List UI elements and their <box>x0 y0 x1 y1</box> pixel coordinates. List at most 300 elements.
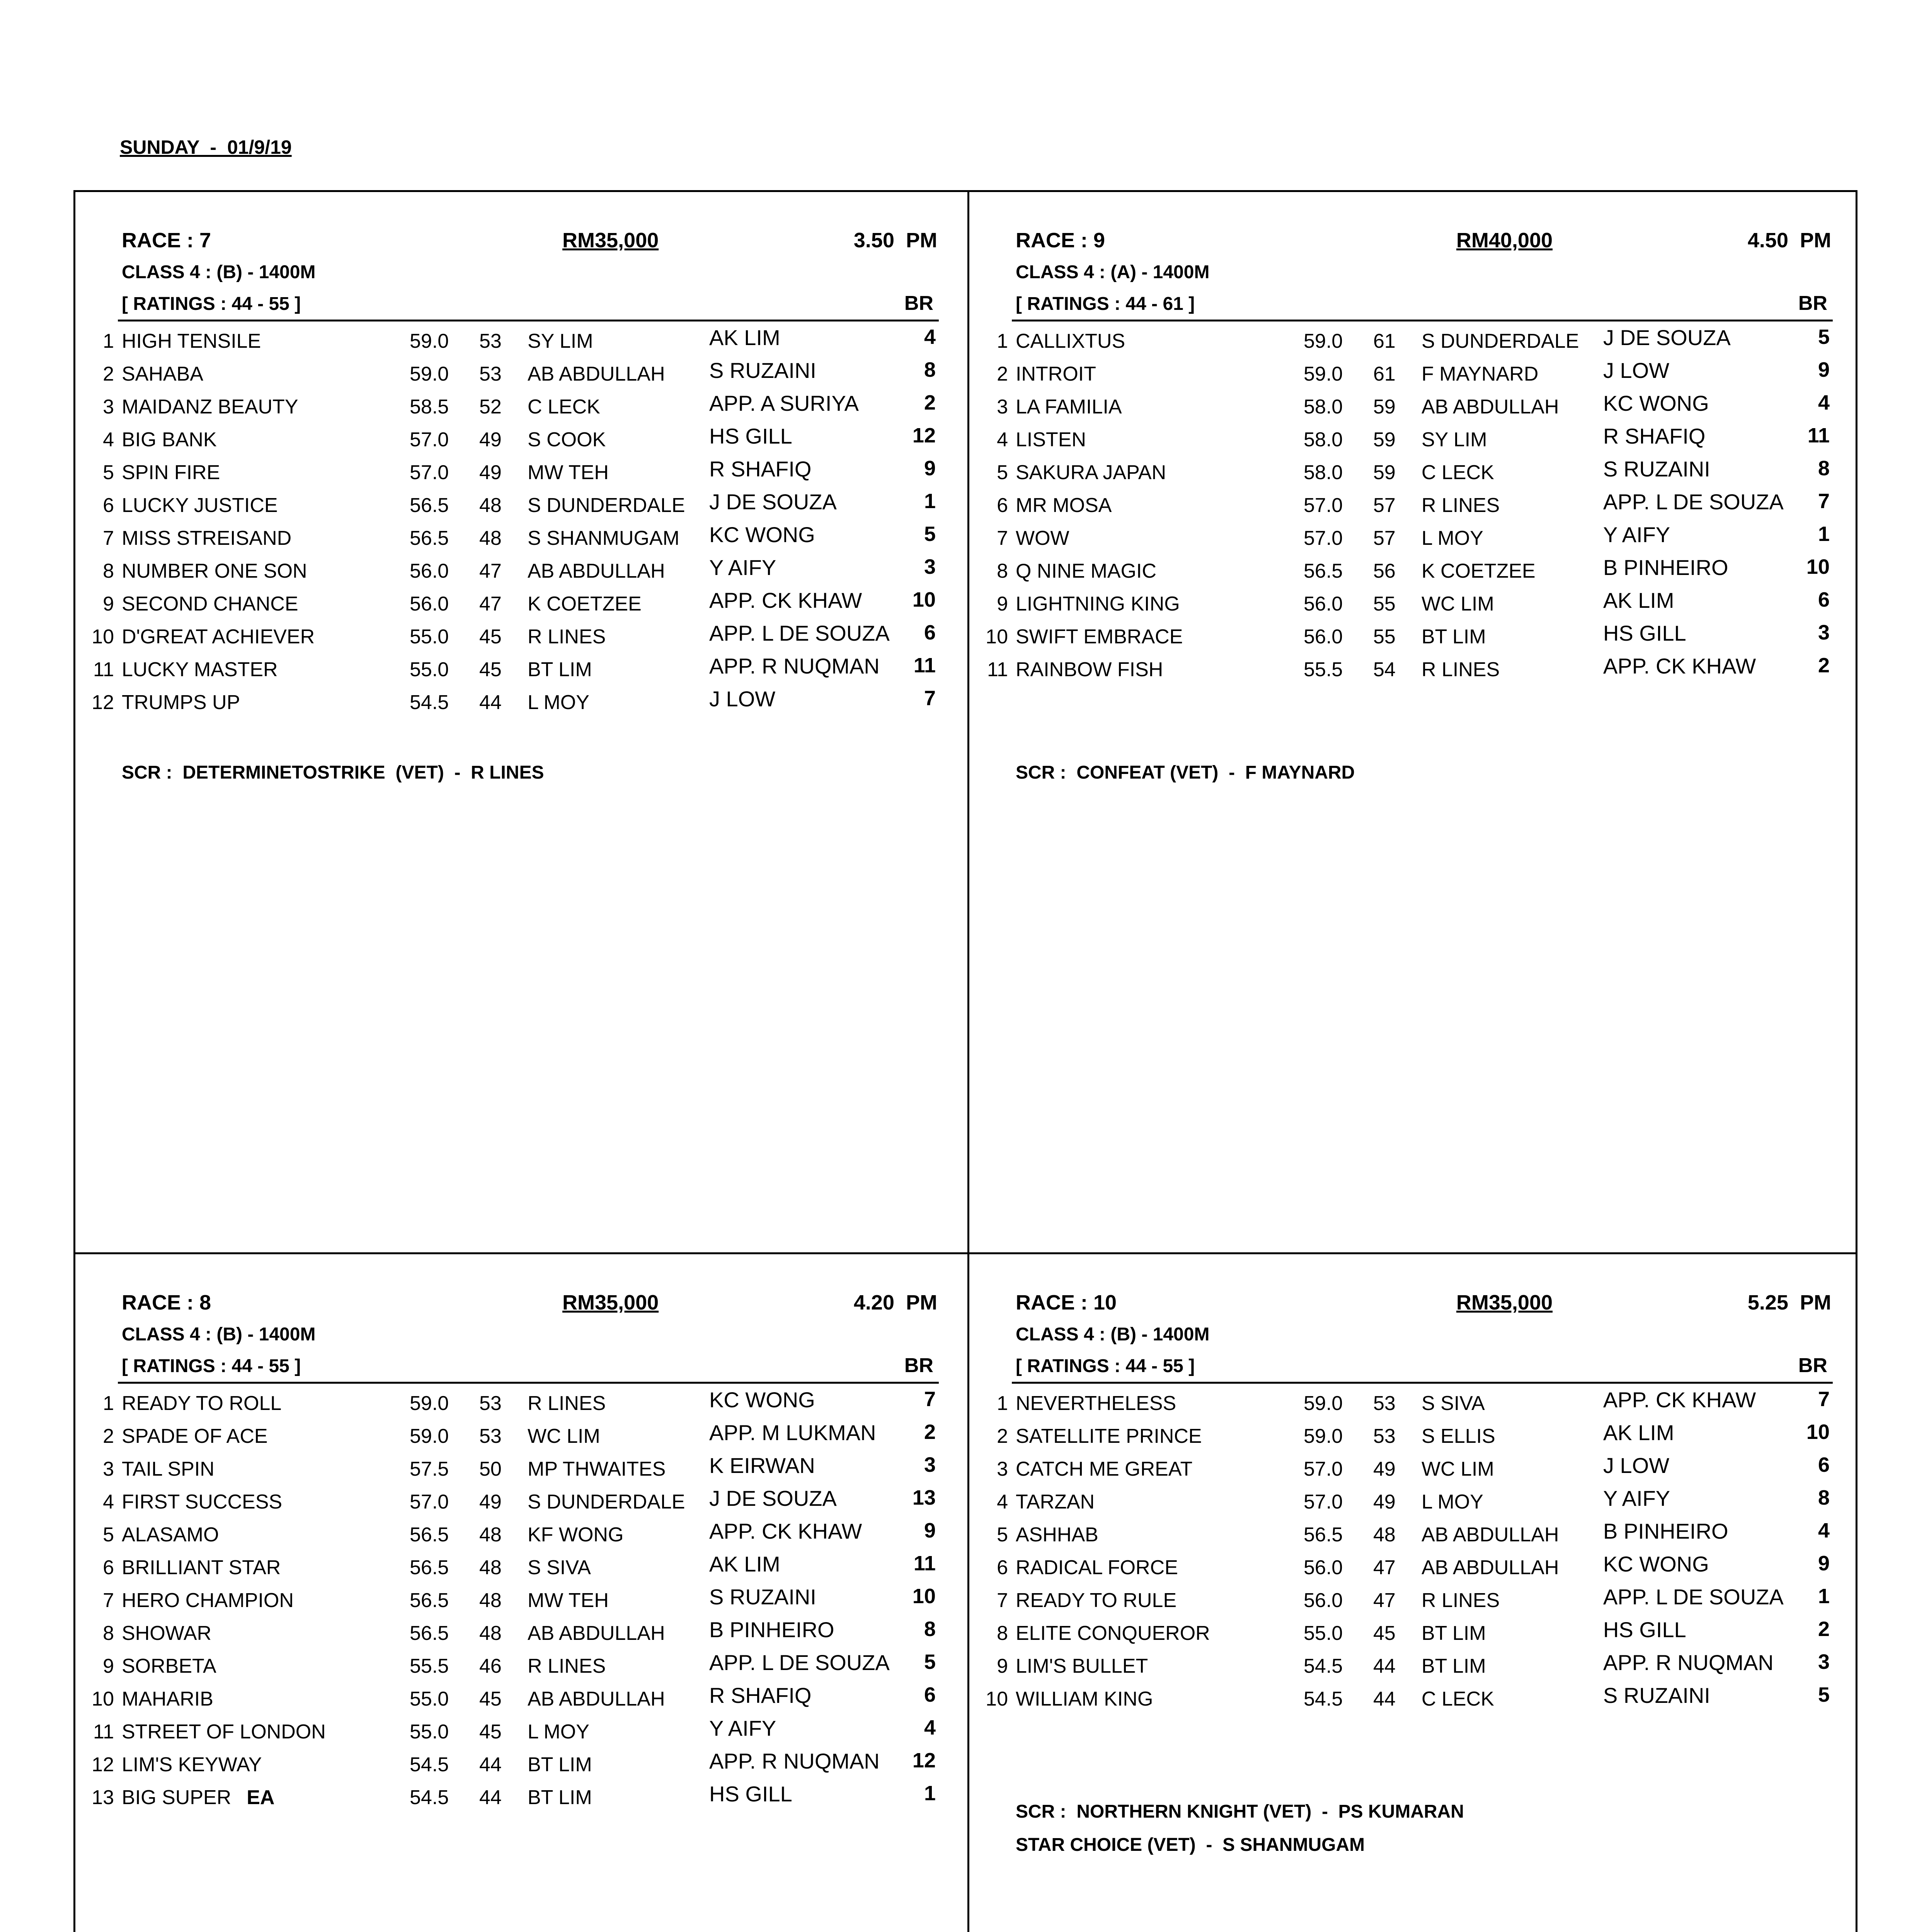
barrier: 12 <box>912 424 936 447</box>
rating: 57 <box>1373 494 1396 517</box>
race-time: 4.50 PM <box>1747 229 1831 252</box>
entry-number: 5 <box>103 461 114 484</box>
entry-number: 8 <box>103 1622 114 1645</box>
race-10-panel <box>969 1254 1843 1932</box>
weight: 54.5 <box>410 1753 449 1776</box>
entry-number: 1 <box>997 1392 1008 1415</box>
jockey: C LECK <box>1422 1688 1494 1710</box>
horse-name-text: SAHABA <box>122 363 203 385</box>
horse-name <box>122 330 261 353</box>
jockey: R LINES <box>1422 494 1500 517</box>
entry-number: 1 <box>103 330 114 352</box>
weight: 56.5 <box>410 1622 449 1645</box>
weight: 54.5 <box>1304 1655 1343 1677</box>
race-prize: RM35,000 <box>1456 1291 1553 1314</box>
jockey: R LINES <box>528 1392 606 1415</box>
horse-name-text: CATCH ME GREAT <box>1016 1458 1193 1480</box>
horse-name-text: LA FAMILIA <box>1016 396 1122 418</box>
weight: 56.0 <box>1304 1589 1343 1612</box>
entry-row <box>969 358 1843 395</box>
rating: 53 <box>479 330 502 352</box>
barrier: 10 <box>1806 555 1830 578</box>
jockey: BT LIM <box>1422 1655 1486 1677</box>
jockey: L MOY <box>1422 1491 1483 1513</box>
entry-row <box>969 1388 1843 1425</box>
rating: 55 <box>1373 626 1396 648</box>
entry-number: 6 <box>997 1556 1008 1579</box>
rating: 61 <box>1373 330 1396 352</box>
rating: 45 <box>1373 1622 1396 1645</box>
jockey: BT LIM <box>528 1786 592 1809</box>
barrier-column-header: BR <box>1798 292 1827 315</box>
weight: 56.5 <box>1304 1524 1343 1546</box>
horse-name <box>1016 1622 1210 1645</box>
entry-number: 4 <box>997 1491 1008 1513</box>
entry-row <box>75 490 949 527</box>
entry-row <box>75 325 949 362</box>
horse-name-text: SWIFT EMBRACE <box>1016 626 1183 648</box>
horse-name-text: RAINBOW FISH <box>1016 658 1163 681</box>
weight: 55.0 <box>410 626 449 648</box>
entry-number: 6 <box>103 1556 114 1579</box>
horse-name <box>122 1392 281 1415</box>
jockey: AB ABDULLAH <box>528 1688 665 1710</box>
barrier: 7 <box>1818 490 1830 513</box>
entry-number: 1 <box>997 330 1008 352</box>
entry-number: 3 <box>997 396 1008 418</box>
entry-row <box>75 522 949 560</box>
barrier: 7 <box>924 1388 936 1411</box>
barrier: 4 <box>924 1716 936 1739</box>
horse-name <box>1016 1490 1095 1514</box>
horse-name-text: LISTEN <box>1016 429 1086 451</box>
entry-row <box>969 325 1843 362</box>
horse-name-text: ASHHAB <box>1016 1524 1098 1546</box>
entry-row <box>969 1650 1843 1687</box>
jockey: L MOY <box>528 1721 589 1743</box>
entry-row <box>969 1519 1843 1556</box>
weight: 57.0 <box>1304 527 1343 549</box>
entry-row <box>969 490 1843 527</box>
entry-row <box>75 1683 949 1720</box>
weight: 57.0 <box>410 1491 449 1513</box>
rating: 53 <box>1373 1392 1396 1415</box>
horse-name <box>122 1490 282 1514</box>
weight: 57.0 <box>1304 1491 1343 1513</box>
horse-name <box>1016 428 1086 451</box>
rating: 48 <box>1373 1524 1396 1546</box>
trainer: K EIRWAN <box>709 1453 815 1478</box>
horse-name <box>122 1622 211 1645</box>
trainer: S RUZAINI <box>709 358 816 383</box>
horse-name-text: LIM'S BULLET <box>1016 1655 1148 1677</box>
race-prize: RM40,000 <box>1456 229 1553 252</box>
race-title: RACE : 7 <box>122 229 211 252</box>
trainer: B PINHEIRO <box>709 1617 834 1642</box>
rating: 53 <box>1373 1425 1396 1447</box>
weight: 56.5 <box>410 494 449 517</box>
entry-row <box>969 1683 1843 1720</box>
trainer: J DE SOUZA <box>709 1486 837 1510</box>
horse-name-text: MR MOSA <box>1016 494 1112 517</box>
rating: 44 <box>1373 1655 1396 1677</box>
trainer: KC WONG <box>709 1388 815 1412</box>
entry-number: 13 <box>92 1786 114 1809</box>
weight: 59.0 <box>410 1392 449 1415</box>
entry-number: 6 <box>103 494 114 517</box>
jockey: S DUNDERDALE <box>528 1491 685 1513</box>
weight: 56.5 <box>410 527 449 549</box>
horse-name <box>1016 1458 1192 1481</box>
rating: 49 <box>479 461 502 484</box>
jockey: WC LIM <box>528 1425 600 1447</box>
equipment-tag: EA <box>247 1786 275 1809</box>
entry-row <box>75 1782 949 1819</box>
barrier: 6 <box>924 1683 936 1706</box>
race-ratings: [ RATINGS : 44 - 55 ] <box>1016 1356 1195 1376</box>
rating: 46 <box>479 1655 502 1677</box>
barrier: 5 <box>924 1650 936 1673</box>
horse-name-text: SHOWAR <box>122 1622 212 1645</box>
trainer: AK LIM <box>709 325 780 350</box>
entry-number: 8 <box>997 1622 1008 1645</box>
entry-number: 9 <box>997 1655 1008 1677</box>
trainer: J LOW <box>1603 1453 1670 1478</box>
trainer: APP. CK KHAW <box>1603 1388 1756 1412</box>
horse-name-text: MAIDANZ BEAUTY <box>122 396 298 418</box>
race-time: 3.50 PM <box>853 229 937 252</box>
horse-name <box>122 1655 216 1678</box>
rating: 44 <box>1373 1688 1396 1710</box>
race-class: CLASS 4 : (B) - 1400M <box>122 1324 316 1345</box>
race-title: RACE : 8 <box>122 1291 211 1314</box>
weight: 59.0 <box>1304 1392 1343 1415</box>
trainer: HS GILL <box>709 1782 792 1806</box>
race-title: RACE : 10 <box>1016 1291 1117 1314</box>
rating: 45 <box>479 658 502 681</box>
horse-name <box>1016 658 1163 681</box>
jockey: F MAYNARD <box>1422 363 1539 385</box>
header-rule <box>1012 1382 1833 1384</box>
weight: 56.0 <box>1304 593 1343 615</box>
barrier: 1 <box>1818 522 1830 546</box>
entry-row <box>969 1420 1843 1458</box>
weight: 54.5 <box>410 691 449 714</box>
horse-name-text: LUCKY MASTER <box>122 658 278 681</box>
weight: 57.5 <box>410 1458 449 1480</box>
weight: 59.0 <box>410 1425 449 1447</box>
jockey: KF WONG <box>528 1524 624 1546</box>
rating: 47 <box>1373 1589 1396 1612</box>
trainer: Y AIFY <box>709 555 776 580</box>
barrier: 6 <box>1818 588 1830 611</box>
barrier: 11 <box>913 654 936 677</box>
jockey: K COETZEE <box>528 593 642 615</box>
entry-number: 8 <box>997 560 1008 582</box>
weight: 55.0 <box>1304 1622 1343 1645</box>
entry-number: 3 <box>103 396 114 418</box>
weight: 56.0 <box>410 560 449 582</box>
jockey: S SIVA <box>1422 1392 1485 1415</box>
trainer: AK LIM <box>1603 1420 1674 1445</box>
jockey: BT LIM <box>528 1753 592 1776</box>
jockey: AB ABDULLAH <box>528 363 665 385</box>
entry-row <box>969 1453 1843 1490</box>
barrier: 7 <box>924 687 936 710</box>
horse-name-text: SORBETA <box>122 1655 216 1677</box>
header-rule <box>1012 320 1833 321</box>
rating: 48 <box>479 1556 502 1579</box>
jockey: BT LIM <box>1422 626 1486 648</box>
barrier: 13 <box>912 1486 936 1509</box>
horse-name-text: HIGH TENSILE <box>122 330 261 352</box>
jockey: AB ABDULLAH <box>1422 1556 1559 1579</box>
entry-number: 10 <box>986 1688 1008 1710</box>
weight: 56.0 <box>410 593 449 615</box>
trainer: APP. M LUKMAN <box>709 1420 876 1445</box>
entry-row <box>75 1519 949 1556</box>
horse-name-text: HERO CHAMPION <box>122 1589 294 1612</box>
entry-number: 9 <box>103 1655 114 1677</box>
horse-name-text: ELITE CONQUEROR <box>1016 1622 1210 1645</box>
trainer: J LOW <box>709 687 776 711</box>
barrier: 5 <box>924 522 936 546</box>
weight: 58.0 <box>1304 461 1343 484</box>
weight: 56.0 <box>1304 1556 1343 1579</box>
trainer: Y AIFY <box>1603 522 1670 547</box>
barrier: 8 <box>924 358 936 381</box>
trainer: KC WONG <box>1603 1552 1709 1576</box>
rating: 54 <box>1373 658 1396 681</box>
race-time: 4.20 PM <box>853 1291 937 1314</box>
horse-name-text: CALLIXTUS <box>1016 330 1125 352</box>
race-prize: RM35,000 <box>562 1291 659 1314</box>
barrier: 10 <box>912 1585 936 1608</box>
jockey: AB ABDULLAH <box>1422 396 1559 418</box>
jockey: S ELLIS <box>1422 1425 1495 1447</box>
entry-row <box>969 424 1843 461</box>
rating: 55 <box>1373 593 1396 615</box>
entry-number: 10 <box>92 1688 114 1710</box>
weight: 55.5 <box>410 1655 449 1677</box>
weight: 57.0 <box>410 429 449 451</box>
jockey: SY LIM <box>528 330 593 352</box>
trainer: HS GILL <box>709 424 792 448</box>
horse-name <box>122 1753 262 1776</box>
entry-list <box>75 325 949 724</box>
weight: 58.0 <box>1304 429 1343 451</box>
barrier-column-header: BR <box>1798 1354 1827 1377</box>
entry-number: 4 <box>103 429 114 451</box>
scratching-note: SCR : NORTHERN KNIGHT (VET) - PS KUMARAN <box>1016 1801 1464 1822</box>
entry-number: 5 <box>103 1524 114 1546</box>
race-class: CLASS 4 : (B) - 1400M <box>122 262 316 282</box>
entry-number: 10 <box>92 626 114 648</box>
weight: 57.0 <box>410 461 449 484</box>
jockey: WC LIM <box>1422 593 1494 615</box>
horse-name <box>1016 1655 1148 1678</box>
header-rule <box>118 1382 939 1384</box>
jockey: S DUNDERDALE <box>528 494 685 517</box>
horse-name <box>1016 1556 1178 1579</box>
horse-name <box>122 625 315 648</box>
trainer: APP. CK KHAW <box>709 1519 862 1543</box>
rating: 49 <box>479 1491 502 1513</box>
horse-name-text: LUCKY JUSTICE <box>122 494 278 517</box>
rating: 59 <box>1373 461 1396 484</box>
horse-name <box>122 428 217 451</box>
barrier-column-header: BR <box>904 1354 933 1377</box>
entry-number: 11 <box>93 658 114 681</box>
horse-name-text: D'GREAT ACHIEVER <box>122 626 315 648</box>
entry-number: 12 <box>92 1753 114 1776</box>
barrier: 1 <box>924 1782 936 1805</box>
horse-name-text: INTROIT <box>1016 363 1096 385</box>
horse-name <box>122 560 307 583</box>
horse-name <box>122 592 298 616</box>
trainer: S RUZAINI <box>1603 457 1710 481</box>
barrier: 2 <box>924 1420 936 1444</box>
jockey: SY LIM <box>1422 429 1487 451</box>
trainer: S RUZAINI <box>709 1585 816 1609</box>
jockey: MP THWAITES <box>528 1458 666 1480</box>
barrier: 11 <box>913 1552 936 1575</box>
weight: 55.0 <box>410 658 449 681</box>
trainer: KC WONG <box>1603 391 1709 415</box>
horse-name-text: ALASAMO <box>122 1524 219 1546</box>
trainer: Y AIFY <box>709 1716 776 1740</box>
trainer: B PINHEIRO <box>1603 555 1728 580</box>
horse-name <box>122 395 298 418</box>
rating: 44 <box>479 1753 502 1776</box>
race-ratings: [ RATINGS : 44 - 55 ] <box>122 294 301 314</box>
barrier-column-header: BR <box>904 292 933 315</box>
barrier: 9 <box>924 1519 936 1542</box>
rating: 48 <box>479 1524 502 1546</box>
race-7-panel <box>75 192 949 1197</box>
entry-row <box>969 588 1843 625</box>
weight: 56.5 <box>410 1589 449 1612</box>
rating: 61 <box>1373 363 1396 385</box>
race-class: CLASS 4 : (B) - 1400M <box>1016 1324 1210 1345</box>
entry-number: 9 <box>103 593 114 615</box>
race-class: CLASS 4 : (A) - 1400M <box>1016 262 1210 282</box>
weight: 55.0 <box>410 1688 449 1710</box>
barrier: 11 <box>1807 424 1830 447</box>
rating: 57 <box>1373 527 1396 549</box>
rating: 49 <box>479 429 502 451</box>
horse-name <box>1016 527 1069 550</box>
entry-number: 1 <box>103 1392 114 1415</box>
entry-number: 9 <box>997 593 1008 615</box>
weight: 58.0 <box>1304 396 1343 418</box>
weight: 56.5 <box>1304 560 1343 582</box>
trainer: APP. R NUQMAN <box>1603 1650 1774 1675</box>
entry-number: 3 <box>997 1458 1008 1480</box>
horse-name <box>122 1458 215 1481</box>
barrier: 12 <box>912 1749 936 1772</box>
rating: 48 <box>479 527 502 549</box>
entry-number: 2 <box>103 1425 114 1447</box>
weight: 55.5 <box>1304 658 1343 681</box>
horse-name <box>122 1687 213 1711</box>
trainer: J DE SOUZA <box>1603 325 1731 350</box>
trainer: S RUZAINI <box>1603 1683 1710 1708</box>
trainer: APP. R NUQMAN <box>709 1749 880 1773</box>
barrier: 2 <box>1818 1617 1830 1641</box>
entry-row <box>969 654 1843 691</box>
barrier: 4 <box>1818 1519 1830 1542</box>
rating: 47 <box>479 593 502 615</box>
barrier: 6 <box>1818 1453 1830 1476</box>
jockey: R LINES <box>1422 658 1500 681</box>
weight: 56.5 <box>410 1556 449 1579</box>
rating: 44 <box>479 691 502 714</box>
jockey: S DUNDERDALE <box>1422 330 1579 352</box>
horse-name-text: TRUMPS UP <box>122 691 240 714</box>
barrier: 8 <box>1818 1486 1830 1509</box>
trainer: R SHAFIQ <box>1603 424 1706 448</box>
race-card-grid <box>73 190 1857 1932</box>
entry-row <box>75 1650 949 1687</box>
horse-name <box>1016 625 1183 648</box>
horse-name-text: MISS STREISAND <box>122 527 292 549</box>
entry-number: 6 <box>997 494 1008 517</box>
entry-row <box>75 391 949 428</box>
entry-number: 2 <box>103 363 114 385</box>
horse-name <box>1016 362 1096 386</box>
entry-number: 7 <box>103 1589 114 1612</box>
horse-name <box>122 658 278 681</box>
rating: 48 <box>479 1622 502 1645</box>
jockey: L MOY <box>528 691 589 714</box>
horse-name-text: RADICAL FORCE <box>1016 1556 1178 1579</box>
horse-name-text: SAKURA JAPAN <box>1016 461 1166 484</box>
horse-name-text: FIRST SUCCESS <box>122 1491 283 1513</box>
rating: 53 <box>479 1425 502 1447</box>
entry-row <box>969 555 1843 592</box>
rating: 45 <box>479 1688 502 1710</box>
horse-name-text: LIGHTNING KING <box>1016 593 1180 615</box>
horse-name-text: SPADE OF ACE <box>122 1425 268 1447</box>
rating: 47 <box>479 560 502 582</box>
jockey: R LINES <box>528 626 606 648</box>
horse-name-text: BIG BANK <box>122 429 217 451</box>
entry-row <box>969 391 1843 428</box>
horse-name-text: Q NINE MAGIC <box>1016 560 1157 582</box>
horse-name-text: WILLIAM KING <box>1016 1688 1153 1710</box>
trainer: APP. A SURIYA <box>709 391 859 415</box>
jockey: R LINES <box>1422 1589 1500 1612</box>
entry-row <box>75 687 949 724</box>
trainer: APP. L DE SOUZA <box>1603 490 1784 514</box>
entry-number: 5 <box>997 1524 1008 1546</box>
horse-name-text: TARZAN <box>1016 1491 1095 1513</box>
entry-number: 4 <box>997 429 1008 451</box>
weight: 57.0 <box>1304 494 1343 517</box>
rating: 44 <box>479 1786 502 1809</box>
scratching-note: STAR CHOICE (VET) - S SHANMUGAM <box>1016 1835 1365 1855</box>
jockey: S SIVA <box>528 1556 591 1579</box>
weight: 54.5 <box>410 1786 449 1809</box>
barrier: 3 <box>924 555 936 578</box>
entry-number: 4 <box>103 1491 114 1513</box>
horse-name <box>122 1589 294 1612</box>
jockey: S SHANMUGAM <box>528 527 679 549</box>
trainer: KC WONG <box>709 522 815 547</box>
horse-name <box>1016 494 1112 517</box>
horse-name-text: SECOND CHANCE <box>122 593 298 615</box>
